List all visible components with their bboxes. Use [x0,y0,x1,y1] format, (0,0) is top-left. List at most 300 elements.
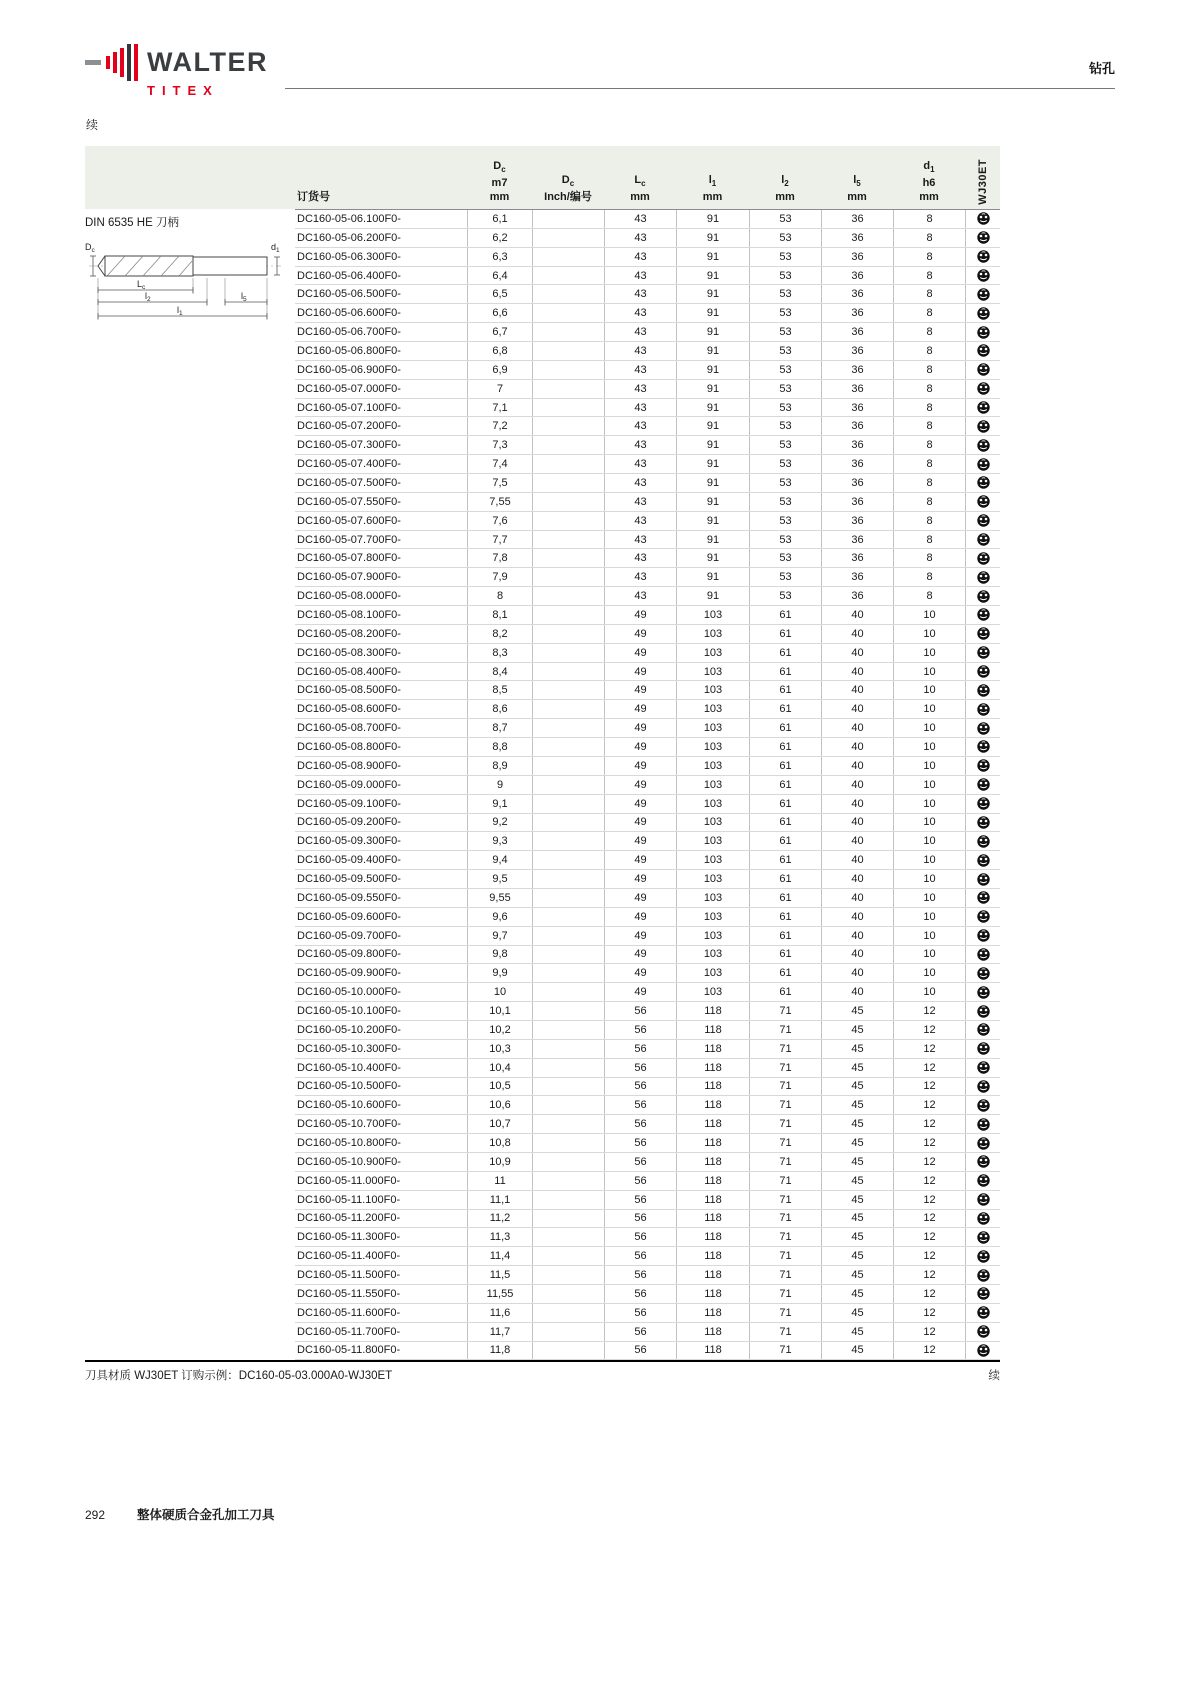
inch-value [532,285,604,303]
l5-value: 40 [821,832,893,850]
continued-note-bottom: 续 [988,1370,1000,1383]
table-row [295,1115,1000,1134]
d1-value: 10 [893,606,965,624]
d1-value: 8 [893,380,965,398]
l2-value: 61 [749,908,821,926]
inch-value [532,267,604,285]
grade-cell [965,455,1000,473]
l2-value: 71 [749,1228,821,1246]
footer-title: 整体硬质合金孔加工刀具 [137,1508,275,1522]
l1-value: 91 [676,380,749,398]
grade-cell [965,323,1000,341]
l2-value: 71 [749,1096,821,1114]
inch-value [532,1002,604,1020]
l1-value: 118 [676,1134,749,1152]
dc-value: 7,4 [467,455,532,473]
dc-value: 7,8 [467,549,532,567]
table-row [295,1059,1000,1078]
l5-value: 40 [821,681,893,699]
lc-value: 49 [604,946,676,964]
inch-value [532,927,604,945]
lc-value: 43 [604,380,676,398]
page-number: 292 [85,1508,106,1522]
lc-value: 49 [604,870,676,888]
l1-value: 91 [676,399,749,417]
d1-value: 8 [893,474,965,492]
table-row [295,1304,1000,1323]
l2-value: 71 [749,1210,821,1228]
inch-value [532,493,604,511]
lc-value: 43 [604,210,676,228]
dc-value: 8,4 [467,663,532,681]
l2-value: 61 [749,776,821,794]
grade-cell [965,795,1000,813]
l1-value: 118 [676,1115,749,1133]
table-row [295,1285,1000,1304]
lc-value: 56 [604,1285,676,1303]
l1-value: 103 [676,964,749,982]
order-number: DC160-05-08.800F0- [297,740,401,753]
l5-value: 40 [821,814,893,832]
grade-cell [965,1323,1000,1341]
order-number: DC160-05-09.500F0- [297,873,401,885]
dc-value: 9,4 [467,851,532,869]
l5-value: 36 [821,531,893,549]
coolant-symbol-icon [977,1005,990,1018]
order-number: DC160-05-09.800F0- [297,948,401,961]
l2-value: 53 [749,399,821,417]
inch-value [532,964,604,982]
order-number: DC160-05-11.300F0- [297,1231,401,1244]
table-row [295,436,1000,455]
grade-cell [965,248,1000,266]
table-row [295,1342,1000,1361]
lc-value: 49 [604,644,676,662]
order-number: DC160-05-10.800F0- [297,1137,401,1150]
l5-value: 40 [821,889,893,907]
l1-value: 103 [676,851,749,869]
l1-value: 91 [676,493,749,511]
header-rule [285,88,1115,89]
dc-value: 7,1 [467,399,532,417]
l5-value: 36 [821,285,893,303]
coolant-symbol-icon [977,533,990,546]
d1-value: 8 [893,304,965,322]
l5-value: 40 [821,625,893,643]
table-row [295,1021,1000,1040]
order-number: DC160-05-09.600F0- [297,910,401,923]
lc-value: 56 [604,1134,676,1152]
grade-cell [965,908,1000,926]
dc-value: 9,7 [467,927,532,945]
dc-value: 8,3 [467,644,532,662]
coolant-symbol-icon [977,1174,990,1187]
lc-value: 43 [604,493,676,511]
coolant-symbol-icon [977,552,990,565]
l1-value: 91 [676,323,749,341]
l5-value: 40 [821,757,893,775]
d1-value: 10 [893,625,965,643]
l1-value: 103 [676,681,749,699]
dc-value: 7,6 [467,512,532,530]
d1-value: 12 [893,1002,965,1020]
table-row [295,757,1000,776]
grade-cell [965,832,1000,850]
coolant-symbol-icon [977,835,990,848]
l1-value: 91 [676,531,749,549]
table-row [295,795,1000,814]
table-row [295,323,1000,342]
grade-cell [965,1002,1000,1020]
l5-value: 45 [821,1342,893,1360]
inch-value [532,1078,604,1096]
col-header-dc: $D_c$ m7 mm [489,160,510,203]
dc-value: 8,1 [467,606,532,624]
inch-value [532,399,604,417]
coolant-symbol-icon [977,1269,990,1282]
lc-value: 56 [604,1210,676,1228]
dc-value: 9,55 [467,889,532,907]
table-row [295,568,1000,587]
l1-value: 118 [676,1228,749,1246]
grade-cell [965,587,1000,605]
dim-label-l1: $l_1$ [177,305,183,317]
table-row [295,663,1000,682]
l1-value: 91 [676,568,749,586]
l2-value: 61 [749,625,821,643]
d1-value: 8 [893,568,965,586]
l2-value: 71 [749,1172,821,1190]
table-row [295,983,1000,1002]
d1-value: 12 [893,1247,965,1265]
grade-cell [965,417,1000,435]
l1-value: 91 [676,436,749,454]
d1-value: 10 [893,946,965,964]
material-note: 刀具材质 WJ30ET 订购示例：DC160-05-03.000A0-WJ30ET [85,1370,393,1383]
l5-value: 36 [821,512,893,530]
l1-value: 118 [676,1342,749,1360]
l1-value: 91 [676,361,749,379]
inch-value [532,1210,604,1228]
l1-value: 118 [676,1210,749,1228]
grade-cell [965,606,1000,624]
inch-value [532,304,604,322]
order-number: DC160-05-07.100F0- [297,401,401,414]
l2-value: 71 [749,1304,821,1322]
l1-value: 91 [676,587,749,605]
inch-value [532,549,604,567]
table-row [295,229,1000,248]
col-header-lc: $L_c$ mm [630,173,650,203]
table-row [295,1172,1000,1191]
table-row [295,814,1000,833]
lc-value: 49 [604,606,676,624]
coolant-symbol-icon [977,1287,990,1300]
grade-cell [965,1078,1000,1096]
coolant-symbol-icon [977,910,990,923]
table-row [295,455,1000,474]
inch-value [532,229,604,247]
grade-cell [965,229,1000,247]
order-number: DC160-05-11.500F0- [297,1269,401,1282]
dc-value: 6,7 [467,323,532,341]
l1-value: 118 [676,1266,749,1284]
grade-cell [965,1096,1000,1114]
l1-value: 118 [676,1078,749,1096]
coolant-symbol-icon [977,1306,990,1319]
dc-value: 10,5 [467,1078,532,1096]
order-number: DC160-05-07.000F0- [297,382,401,395]
lc-value: 43 [604,455,676,473]
l1-value: 103 [676,832,749,850]
dc-value: 9,6 [467,908,532,926]
l5-value: 36 [821,399,893,417]
order-number: DC160-05-10.000F0- [297,986,401,999]
l5-value: 45 [821,1285,893,1303]
logo-bars [85,42,268,82]
d1-value: 12 [893,1323,965,1341]
grade-cell [965,1266,1000,1284]
order-number: DC160-05-11.600F0- [297,1306,401,1319]
dc-value: 6,8 [467,342,532,360]
l2-value: 53 [749,417,821,435]
l5-value: 36 [821,474,893,492]
dim-label-lc: $L_c$ [137,279,146,291]
order-number: DC160-05-06.600F0- [297,307,401,320]
d1-value: 10 [893,927,965,945]
table-row [295,908,1000,927]
order-number: DC160-05-10.200F0- [297,1023,401,1036]
order-number: DC160-05-11.700F0- [297,1325,401,1338]
l1-value: 103 [676,606,749,624]
inch-value [532,1021,604,1039]
order-number: DC160-05-11.200F0- [297,1212,401,1225]
coolant-symbol-icon [977,590,990,603]
dc-value: 7,5 [467,474,532,492]
inch-value [532,681,604,699]
coolant-symbol-icon [977,231,990,244]
d1-value: 8 [893,417,965,435]
order-number: DC160-05-06.800F0- [297,344,401,357]
inch-value [532,1115,604,1133]
grade-cell [965,1210,1000,1228]
coolant-symbol-icon [977,439,990,452]
order-number: DC160-05-07.700F0- [297,533,401,546]
table-row [295,738,1000,757]
l2-value: 61 [749,795,821,813]
d1-value: 10 [893,851,965,869]
inch-value [532,719,604,737]
order-number: DC160-05-10.500F0- [297,1080,401,1093]
lc-value: 43 [604,285,676,303]
table-row [295,549,1000,568]
table-row [295,267,1000,286]
coolant-symbol-icon [977,627,990,640]
lc-value: 49 [604,964,676,982]
table-body [295,209,1000,1360]
coolant-symbol-icon [977,250,990,263]
order-number: DC160-05-09.200F0- [297,816,401,829]
coolant-symbol-icon [977,1155,990,1168]
l2-value: 71 [749,1078,821,1096]
inch-value [532,814,604,832]
order-number: DC160-05-09.400F0- [297,854,401,867]
lc-value: 49 [604,681,676,699]
grade-cell [965,1153,1000,1171]
grade-cell [965,964,1000,982]
inch-value [532,1228,604,1246]
lc-value: 43 [604,342,676,360]
table-row [295,606,1000,625]
l5-value: 45 [821,1172,893,1190]
grade-cell [965,757,1000,775]
dc-value: 9,1 [467,795,532,813]
grade-cell [965,342,1000,360]
l5-value: 36 [821,493,893,511]
coolant-symbol-icon [977,929,990,942]
dc-value: 7 [467,380,532,398]
l2-value: 61 [749,606,821,624]
l2-value: 61 [749,851,821,869]
table-row [295,889,1000,908]
table-row [295,870,1000,889]
logo-dash [85,60,101,65]
dc-value: 10 [467,983,532,1001]
section-title: 钻孔 [1088,61,1115,76]
inch-value [532,1247,604,1265]
order-number: DC160-05-09.900F0- [297,967,401,980]
lc-value: 56 [604,1228,676,1246]
table-row [295,1323,1000,1342]
dc-value: 10,8 [467,1134,532,1152]
coolant-symbol-icon [977,816,990,829]
inch-value [532,436,604,454]
d1-value: 8 [893,361,965,379]
order-number: DC160-05-08.900F0- [297,759,401,772]
d1-value: 8 [893,210,965,228]
l1-value: 103 [676,757,749,775]
d1-value: 12 [893,1172,965,1190]
coolant-symbol-icon [977,740,990,753]
l5-value: 45 [821,1210,893,1228]
l1-value: 103 [676,719,749,737]
l2-value: 53 [749,380,821,398]
table-bottom-rule [85,1360,1000,1362]
coolant-symbol-icon [977,495,990,508]
lc-value: 43 [604,229,676,247]
lc-value: 49 [604,927,676,945]
inch-value [532,323,604,341]
dc-value: 9,9 [467,964,532,982]
table-row [295,1040,1000,1059]
l2-value: 61 [749,814,821,832]
order-number: DC160-05-10.700F0- [297,1118,401,1131]
coolant-symbol-icon [977,608,990,621]
d1-value: 8 [893,267,965,285]
lc-value: 43 [604,267,676,285]
inch-value [532,908,604,926]
l1-value: 91 [676,512,749,530]
coolant-symbol-icon [977,363,990,376]
l2-value: 61 [749,663,821,681]
order-number: DC160-05-08.200F0- [297,627,401,640]
grade-cell [965,549,1000,567]
l5-value: 45 [821,1304,893,1322]
table-row [295,1134,1000,1153]
l1-value: 91 [676,229,749,247]
table-row [295,474,1000,493]
l5-value: 45 [821,1040,893,1058]
dc-value: 7,7 [467,531,532,549]
l1-value: 118 [676,1172,749,1190]
coolant-symbol-icon [977,1023,990,1036]
grade-cell [965,776,1000,794]
l5-value: 40 [821,983,893,1001]
grade-cell [965,889,1000,907]
d1-value: 12 [893,1040,965,1058]
l2-value: 53 [749,361,821,379]
grade-cell [965,1191,1000,1209]
l1-value: 103 [676,738,749,756]
dc-value: 7,9 [467,568,532,586]
l2-value: 53 [749,549,821,567]
grade-cell [965,1040,1000,1058]
dc-value: 8,7 [467,719,532,737]
l5-value: 36 [821,361,893,379]
dc-value: 11,4 [467,1247,532,1265]
l5-value: 40 [821,964,893,982]
l5-value: 36 [821,568,893,586]
order-number: DC160-05-06.400F0- [297,269,401,282]
grade-cell [965,1304,1000,1322]
col-header-l1: $l_1$ mm [702,173,723,203]
table-row [295,776,1000,795]
coolant-symbol-icon [977,797,990,810]
order-number: DC160-05-07.600F0- [297,514,401,527]
grade-cell [965,625,1000,643]
grade-cell [965,474,1000,492]
table-row [295,1096,1000,1115]
coolant-symbol-icon [977,646,990,659]
d1-value: 10 [893,719,965,737]
grade-cell [965,1285,1000,1303]
d1-value: 10 [893,832,965,850]
coolant-symbol-icon [977,420,990,433]
table-row [295,304,1000,323]
l1-value: 91 [676,417,749,435]
grade-cell [965,870,1000,888]
grade-cell [965,1228,1000,1246]
d1-value: 10 [893,644,965,662]
table-row [295,342,1000,361]
coolant-symbol-icon [977,401,990,414]
l5-value: 40 [821,946,893,964]
dc-value: 11,3 [467,1228,532,1246]
l2-value: 53 [749,285,821,303]
lc-value: 43 [604,531,676,549]
col-header-l2: $l_2$ mm [775,173,795,203]
l2-value: 71 [749,1002,821,1020]
inch-value [532,1134,604,1152]
dc-value: 6,6 [467,304,532,322]
table-row [295,1078,1000,1097]
l1-value: 91 [676,342,749,360]
grade-cell [965,1134,1000,1152]
l5-value: 40 [821,738,893,756]
l2-value: 53 [749,587,821,605]
grade-cell [965,681,1000,699]
l5-value: 45 [821,1059,893,1077]
